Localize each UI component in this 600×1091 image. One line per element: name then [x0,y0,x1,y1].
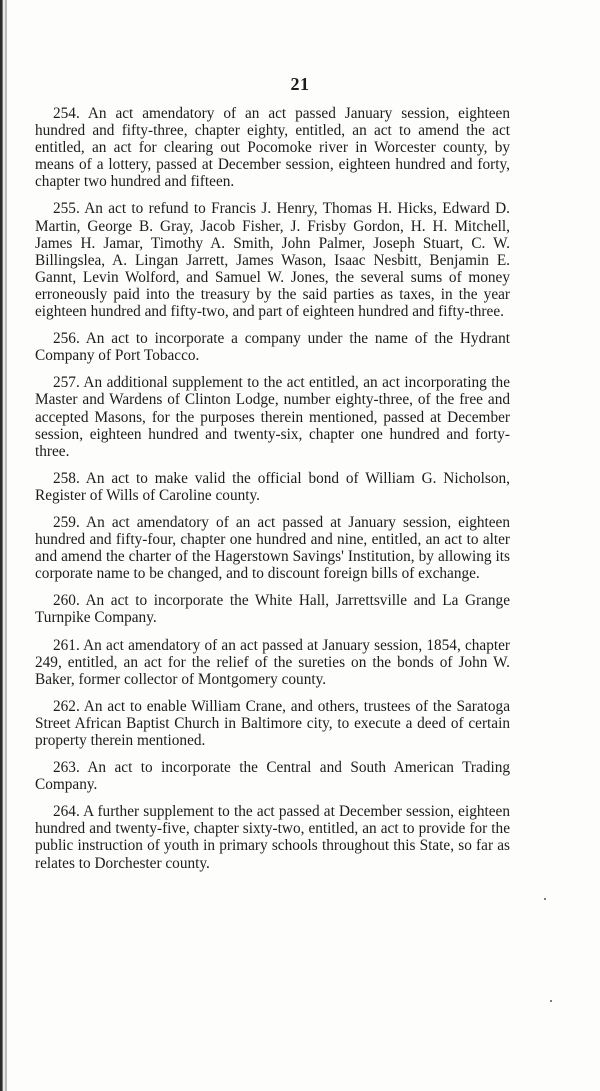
act-entry-254: 254. An act amendatory of an act passed January session, eighteen hundred and fifty-three, chapter eighty, entitled, an act to amend the act entitled, an act for clearing out Pocomoke river in Worcester county, by means of a lottery, passed at December session, eighteen hundred and forty, chapter two hundred and fifteen. [35,105,510,191]
act-entry-259: 259. An act amendatory of an act passed at January session, eighteen hundred and fifty-four, chapter one hundred and nine, entitled, an act to alter and amend the charter of the Hagerstown Savings' Institution, by allowing its corporate name to be changed, and to discount foreign bills of exchange. [35,513,510,583]
act-entry-258: 258. An act to make valid the official bond of William G. Nicholson, Register of Wills of Caroline county. [35,469,510,504]
act-entry-255: 255. An act to refund to Francis J. Henry, Thomas H. Hicks, Edward D. Martin, George B. Gray, Jacob Fisher, J. Frisby Gordon, H. H. Mitchell, James H. Jamar, Timothy A. Smith, John Palmer, Joseph Stuart, C. W. Billingslea, A. Lingan Jarrett, James Wason, Isaac Nesbitt, Benjamin E. Gannt, Levin Wolford, and Samuel W. Jones, the several sums of money erroneously paid into the treasury by the said parties as taxes, in the year eighteen hundred and fifty-two, and part of eighteen hundred and fifty-three. [35,200,510,321]
act-entry-261: 261. An act amendatory of an act passed at January session, 1854, chapter 249, entitled, an act for the relief of the sureties on the bonds of John W. Baker, former collector of Montgomery county. [35,636,510,688]
paper-speck [550,1000,552,1002]
act-list [35,105,510,882]
act-entry-256: 256. An act to incorporate a company under the name of the Hydrant Company of Port Tobacco. [35,330,510,365]
act-entry-263: 263. An act to incorporate the Central and South American Trading Company. [35,759,510,794]
page-binding-edge [0,0,7,1091]
act-entry-264: 264. A further supplement to the act passed at December session, eighteen hundred and twenty-five, chapter sixty-two, entitled, an act to provide for the public instruction of youth in primary schools throughout this State, so far as relates to Dorchester county. [35,803,510,872]
page-number: 21 [290,74,310,94]
act-entry-257: 257. An additional supplement to the act entitled, an act incorporating the Master and Wardens of Clinton Lodge, number eighty-three, of the free and accepted Masons, for the purposes therein mentioned, passed at December session, eighteen hundred and twenty-six, chapter one hundred and forty-three. [35,374,510,460]
act-entry-262: 262. An act to enable William Crane, and others, trustees of the Saratoga Street African Baptist Church in Baltimore city, to execute a deed of certain property therein mentioned. [35,697,510,749]
paper-speck [544,898,546,900]
act-entry-260: 260. An act to incorporate the White Hall, Jarrettsville and La Grange Turnpike Company. [35,592,510,627]
